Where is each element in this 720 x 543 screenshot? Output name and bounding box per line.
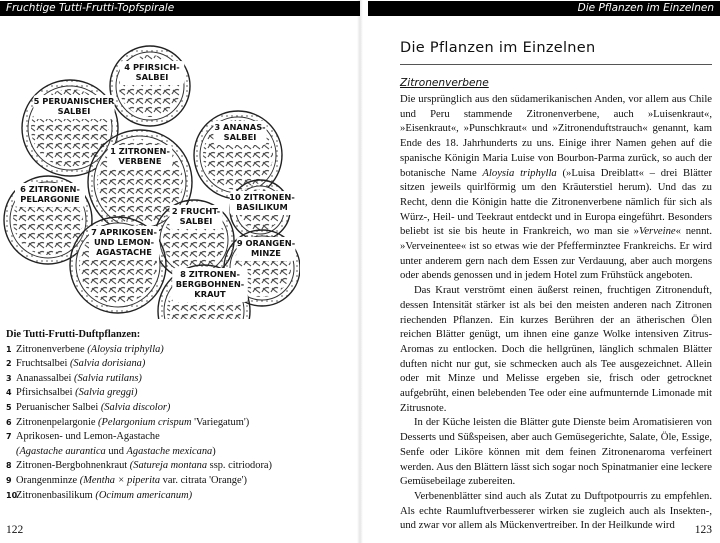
pot-label-8-line-1: 8 ZITRONEN- xyxy=(180,269,240,279)
paragraph-4: Verbenenblätter sind auch als Zutat zu Duftpotpourris zu empfehlen. Als echte Raumluftverbesserer wirken sie zugleich auch als Insekten-, und zwar vor allem als Mückenvertreiber. In der Heilkunde wird xyxy=(400,490,712,532)
pot-label-8-line-2: BERGBOHNEN- xyxy=(175,279,245,289)
plant-list-title: Die Tutti-Frutti-Duftpflanzen: xyxy=(6,329,141,340)
agastache-aurantica: (Agastache aurantica xyxy=(16,445,106,457)
pot-label-5-line-2: SALBEI xyxy=(57,106,91,116)
p1-latin-name: Aloysia triphylla xyxy=(482,167,557,179)
paragraph-1 xyxy=(400,93,712,284)
pot-label-10-line-2: BASILIKUM xyxy=(236,202,288,212)
plant-latin-name: (Pelargonium crispum xyxy=(98,416,192,428)
plant-common-name: Zitronen-Bergbohnenkraut xyxy=(16,460,130,472)
p1-text-b: (»Luisa Dreiblatt« – drei Blätter sitzen jeweils quirlförmig um den Kräuterstiel herum). Und das zu Recht, denn die Königin hatte die Zitronenverbene nämlich für sich als Würz-, Heil- und Teekraut entdeckt und in Europa eingeführt. Besonders beliebt ist sie bis heute in Frankreich, wo man sie » xyxy=(400,167,712,238)
plant-name-extra: 'Variegatum') xyxy=(191,416,250,428)
pot-label-10-line-1: 10 ZITRONEN- xyxy=(229,192,295,202)
pot-label-6-line-2: PELARGONIE xyxy=(20,194,80,204)
plant-list-number: 10 xyxy=(6,490,18,500)
plant-common-name: Peruanischer Salbei xyxy=(16,401,101,413)
pot-spiral-illustration xyxy=(0,24,300,319)
plant-list-item xyxy=(6,386,346,401)
plant-list-item xyxy=(6,372,346,387)
agastache-mexicana: Agastache mexicana xyxy=(126,445,213,457)
plant-latin-name: (Ocimum americanum) xyxy=(95,489,193,501)
pot-label-4-line-2: SALBEI xyxy=(135,72,169,82)
plant-list-number: 6 xyxy=(6,417,12,427)
plant-list-item xyxy=(6,416,346,431)
subheading: Zitronenverbene xyxy=(400,77,489,89)
paragraph-3: In der Küche leisten die Blätter gute Dienste beim Aromatisieren von Desserts und Süßspeisen, aber auch Gemüsegerichte, Salate, Öle, Essige, Senfe oder Liköre können mit dem feinen Zitronenaroma verfeinert werden. Aus den Blättern lässt sich sogar noch Spinatmanier eine leckere Gemüsebeilage zubereiten. xyxy=(400,417,712,488)
plant-latin-name: (Aloysia triphylla) xyxy=(87,343,164,355)
plant-common-name: Ananassalbei xyxy=(16,372,74,384)
pot-label-7-line-2: UND LEMON- xyxy=(93,237,155,247)
plant-latin-name: (Salvia dorisiana) xyxy=(69,358,146,370)
running-head-left: Fruchtige Tutti-Frutti-Topfspirale xyxy=(0,1,360,16)
pot-label-1-line-1: 1 ZITRONEN- xyxy=(110,146,170,156)
plant-list-number: 3 xyxy=(6,373,12,383)
plant-name-extra: ssp. citriodora) xyxy=(207,460,272,472)
plant-latin-name: (Salvia greggi) xyxy=(75,387,138,399)
plant-list-item xyxy=(6,459,346,474)
plant-name-extra: var. citrata 'Orange') xyxy=(160,474,247,486)
right-page xyxy=(360,0,720,543)
and-word: und xyxy=(105,445,127,457)
plant-list-item xyxy=(6,343,346,358)
pot-label-5-line-1: 5 PERUANISCHER xyxy=(33,96,115,106)
plant-common-name: Fruchtsalbei xyxy=(16,358,70,370)
page-number-left: 122 xyxy=(6,524,24,536)
plant-latin-name: (Satureja montana xyxy=(129,460,208,472)
pot-label-2-line-2: SALBEI xyxy=(179,216,213,226)
plant-latin-name: (Salvia rutilans) xyxy=(74,372,142,384)
plant-list-number: 4 xyxy=(6,388,12,398)
plant-common-name: Orangenminze xyxy=(16,474,80,486)
pot-label-8-line-3: KRAUT xyxy=(194,289,226,299)
plant-latin-name: (Mentha × piperita xyxy=(79,474,161,486)
plant-common-name: Zitronenbasilikum xyxy=(16,489,96,501)
plant-list-item xyxy=(6,357,346,372)
pot-label-3-line-2: SALBEI xyxy=(223,132,257,142)
pot-label-9-line-2: MINZE xyxy=(251,248,281,258)
closing-paren: ) xyxy=(212,445,216,457)
plant-list-item xyxy=(6,430,346,445)
plant-list-number: 5 xyxy=(6,402,12,412)
plant-list-number: 1 xyxy=(6,344,12,354)
plant-common-name: Pfirsichsalbei xyxy=(16,387,76,399)
pot-label-3-line-1: 3 ANANAS- xyxy=(214,122,266,132)
pot-label-6-line-1: 6 ZITRONEN- xyxy=(20,184,80,194)
running-head-right: Die Pflanzen im Einzelnen xyxy=(368,1,720,16)
page-number-right: 123 xyxy=(694,524,712,536)
pot-label-4-line-1: 4 PFIRSICH- xyxy=(124,62,180,72)
plant-list-item xyxy=(6,489,346,504)
plant-list-number: 8 xyxy=(6,461,12,471)
plant-list-number: 7 xyxy=(6,432,12,442)
plant-list-caption xyxy=(6,328,346,503)
pot-label-7-line-3: AGASTACHE xyxy=(96,247,152,257)
p1-text-a: Die ursprünglich aus den südamerikanischen Anden, vor allem aus Chile und Peru stammende Zitronenverbene, auch »Luisenkraut«, »Eisenkraut«, »Punschkraut« und »Zitronenduftstrauch« genannt, kam Ende des 18. Jahrhunderts zu uns. Einige ihrer Namen gehen auf die spanische Königin Maria Luise von Bourbon-Parma zurück, so auch der botanische Name xyxy=(400,94,712,179)
p1-verveine: Verveine xyxy=(639,226,676,238)
title-rule xyxy=(400,64,712,65)
plant-pot-4 xyxy=(110,46,190,126)
section-title: Die Pflanzen im Einzelnen xyxy=(400,40,596,56)
plant-list-item xyxy=(6,401,346,416)
plant-list-number: 2 xyxy=(6,359,12,369)
pot-label-1-line-2: VERBENE xyxy=(118,156,162,166)
plant-list-item xyxy=(6,474,346,489)
pot-label-2-line-1: 2 FRUCHT- xyxy=(171,206,221,216)
paragraph-2: Das Kraut verströmt einen äußerst reinen, fruchtigen Zitronenduft, dessen Intensität stärker ist als bei den meisten anderen nach Zitronen riechenden Pflanzen. Ein kurzes Berühren der an ätherischen Ölen reichen Blätter genügt, um ihnen eine ganze Wolke intensiven Zitrus-Aromas zu entlocken. Doch die hellgrünen, länglich schmalen Blätter duften nicht nur gut, sie schmecken auch als Tee ausgezeichnet. Allein oder mit Minze und Melisse ergeben sie, frisch oder getrocknet aufgebrüht, einen belebenden Tee oder eine aufmunternde Limonade mit Zitrusnote. xyxy=(400,285,712,414)
body-text xyxy=(400,93,712,534)
plant-list-number: 9 xyxy=(6,475,12,485)
p1-text-c: « nennt. »Verveinentee« ist so etwas wie der Pfefferminztee Frankreichs. Er wird unter anderem gern nach dem Essen zur Verdauung, aber auch morgens oder abends genossen und in jedem Hotel zum Frühstück angeboten. xyxy=(400,226,712,282)
pot-label-9-line-1: 9 ORANGEN- xyxy=(236,238,296,248)
plant-common-name: Aprikosen- und Lemon-Agastache xyxy=(16,431,160,443)
plant-latin-name: (Salvia discolor) xyxy=(100,401,171,413)
plant-list-item-continuation xyxy=(6,445,346,460)
plant-common-name: Zitronenpelargonie xyxy=(16,416,99,428)
pot-label-7-line-1: 7 APRIKOSEN- xyxy=(91,227,157,237)
plant-common-name: Zitronenverbene xyxy=(16,343,88,355)
